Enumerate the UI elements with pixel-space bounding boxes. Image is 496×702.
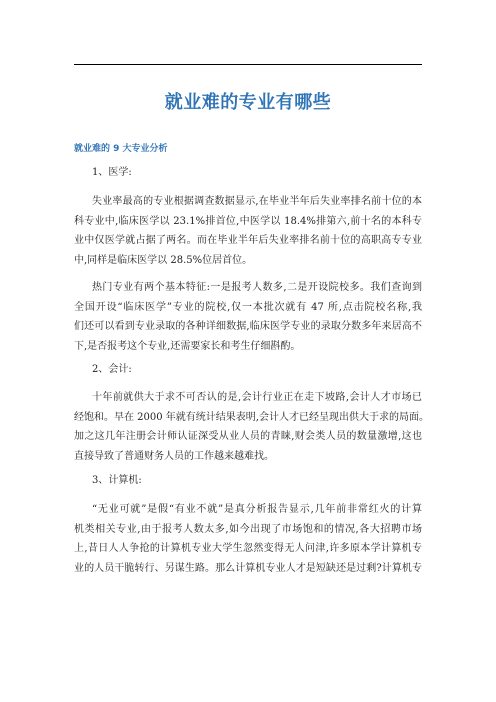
paragraph-medicine-2 — [74, 278, 422, 356]
paragraph-line: 机类相关专业,由于报考人数太多,如今出现了市场饱和的情况,各大招聘市场 — [74, 523, 422, 535]
paragraph-line: 下,是否报考这个专业,还需要家长和考生仔细斟酌。 — [74, 340, 301, 352]
paragraph-line: 中,同样是临床医学以 28.5%位居首位。 — [74, 254, 253, 266]
paragraph-line: 十年前就供大于求不可否认的是,会计行业正在走下坡路,会计人才市场已 — [92, 392, 422, 403]
subheading-computer: 3、计算机: — [92, 475, 142, 486]
paragraph-line: 业中仅医学就占据了两名。而在毕业半年后失业率排名前十位的高职高专专业 — [74, 235, 422, 246]
paragraph-line: 失业率最高的专业根据调查数据显示,在毕业半年后失业率排名前十位的本 — [92, 196, 422, 207]
paragraph-line: 经饱和。早在 2000 年就有统计结果表明,会计人才已经呈现出供大于求的局面。 — [74, 411, 429, 423]
paragraph-line: 上,昔日人人争抢的计算机专业大学生忽然变得无人问津,许多原本学计算机专 — [74, 543, 422, 554]
paragraph-accounting — [74, 388, 429, 466]
subheading-accounting: 2、会计: — [92, 364, 132, 375]
paragraph-line: 们还可以看到专业录取的各种详细数据,临床医学专业的录取分数多年来居高不 — [74, 321, 422, 332]
paragraph-line: 业的人员干脆转行、另谋生路。那么计算机专业人才是短缺还是过剩?计算机专 — [74, 562, 422, 574]
paragraph-medicine-1 — [74, 192, 422, 270]
paragraph-line: 热门专业有两个基本特征:一是报考人数多,二是开设院校多。我们查询到 — [92, 282, 422, 293]
paragraph-line: 全国开设“临床医学”专业的院校,仅一本批次就有 47 所,点击院校名称,我 — [74, 301, 422, 313]
paragraph-line: 科专业中,临床医学以 23.1%排首位,中医学以 18.4%排第六,前十名的本科专 — [74, 215, 422, 227]
subheading-medicine: 1、医学: — [92, 167, 132, 178]
section-heading: 就业难的 9 大专业分析 — [74, 144, 168, 154]
header-rule — [74, 64, 422, 65]
paragraph-line: 加之这几年注册会计师认证深受从业人员的青睐,财会类人员的数量激增,这也 — [74, 431, 422, 442]
paragraph-line: 直接导致了普通财务人员的工作越来越难找。 — [74, 450, 274, 462]
document-title: 就业难的专业有哪些 — [164, 92, 332, 113]
paragraph-computer — [74, 500, 422, 578]
paragraph-line: “无业可就”是假“有业不就”是真分析报告显示,几年前非常红火的计算 — [92, 504, 422, 515]
